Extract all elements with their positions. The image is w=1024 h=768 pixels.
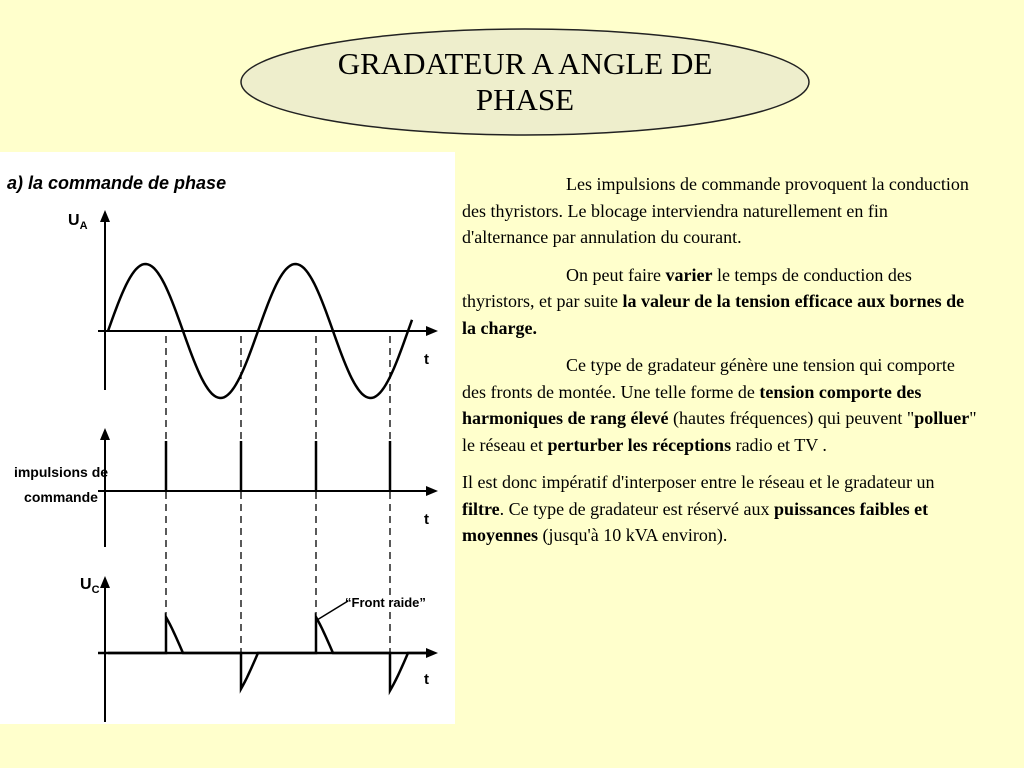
paragraph-4 [462,469,977,549]
explanation-text [462,171,977,560]
text-run: Il est donc impératif d'interposer entre le réseau et le gradateur un [462,472,935,492]
pulses-label-line-2: commande [24,489,98,505]
diagram-svg [0,152,455,724]
pulses-y-arrow [100,428,110,440]
ua-t-arrow [426,326,438,336]
pulse-marks [166,441,390,491]
ua-t-label: t [424,351,429,368]
text-run: le temps de conduction des thyristors, et par suite [462,264,912,311]
bold-run: tension comporte des harmoniques de rang élevé [462,381,922,428]
ua-plot [68,210,438,398]
paragraph-1 [462,171,977,251]
paragraph-2 [462,262,977,342]
paragraph-3 [462,352,977,458]
text-run: Ce type de gradateur génère une tension qui comporte des fronts de montée. Une telle forme de [462,355,955,402]
bold-run: varier [665,264,713,285]
ua-label: $U_A$ [68,212,88,232]
pulses-plot [14,428,438,547]
text-run: . Ce type de gradateur est réservé aux [499,498,775,519]
pulses-t-arrow [426,486,438,496]
title-line-2: PHASE [475,82,575,117]
uc-chopped-wave [108,617,430,691]
bold-run: perturber les réceptions [547,434,732,455]
pulses-t-label: t [424,511,429,528]
uc-t-label: t [424,671,429,688]
bold-run: polluer [914,408,970,428]
bold-run: filtre [462,498,500,519]
title-line-1: GRADATEUR A ANGLE DE [337,46,713,81]
phase-control-diagram [0,152,455,724]
annotation-leader [317,601,348,620]
uc-y-arrow [100,576,110,588]
title-banner [239,27,811,137]
ua-y-arrow [100,210,110,222]
bold-run: puissances faibles et moyennes [462,498,929,545]
text-run: Les impulsions de commande provoquent la conduction des thyristors. Le blocage interviendra naturellement en fin d'alternance par annulation du courant. [462,174,969,247]
text-run: On peut faire [566,264,666,285]
text-run: " le réseau et [462,408,977,455]
text-run: (jusqu'à 10 kVA environ). [538,525,728,545]
text-run: radio et TV . [731,434,827,455]
uc-label: $U_C$ [80,576,100,596]
diagram-heading: a) la commande de phase [7,173,227,193]
uc-plot [80,576,438,722]
slide-title [239,27,811,137]
text-run: (hautes fréquences) qui peuvent " [668,408,915,428]
front-raide-annotation: “Front raide” [345,595,426,610]
pulses-label-line-1: impulsions de [13,464,109,480]
bold-run: la valeur de la tension efficace aux bornes de la charge. [462,291,965,338]
